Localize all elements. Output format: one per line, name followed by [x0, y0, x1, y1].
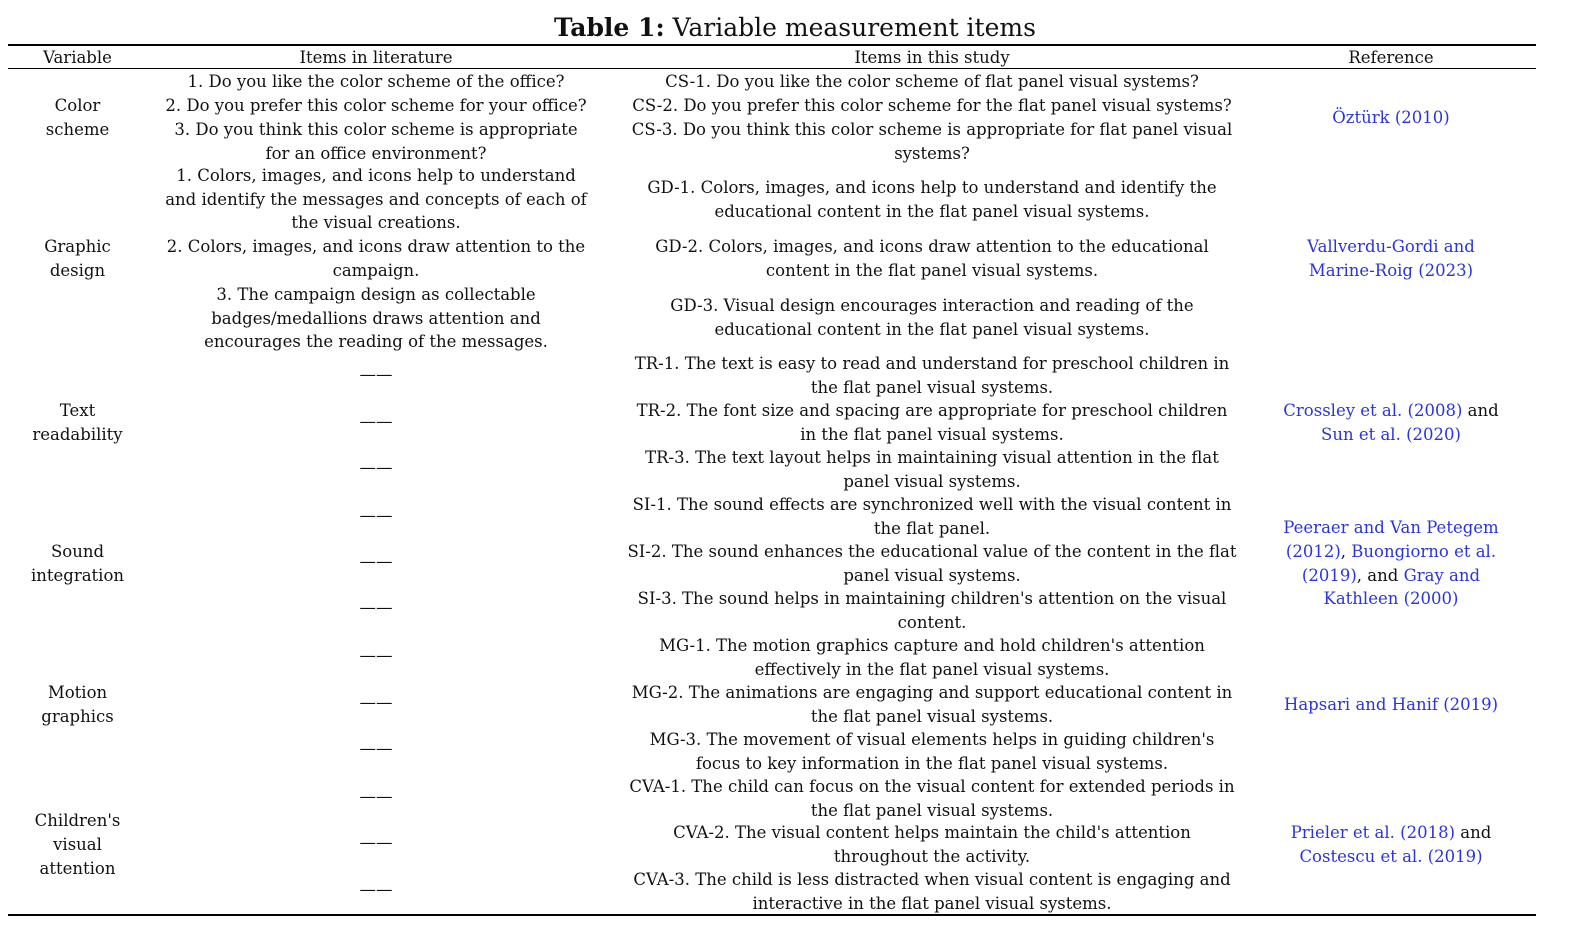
cell-line: 2. Colors, images, and icons draw attention to the: [166, 237, 586, 257]
cell-line: in the flat panel visual systems.: [800, 424, 1064, 444]
literature-items-cell: [160, 165, 592, 353]
reference-cell: [1262, 493, 1520, 634]
study-item-cell: [612, 681, 1252, 728]
cell-line: MG-1. The motion graphics capture and hold children's attention: [659, 635, 1205, 655]
top-rule: [8, 44, 1536, 46]
cell-line: interactive in the flat panel visual systems.: [752, 893, 1112, 913]
citation-link[interactable]: (2012): [1285, 541, 1341, 561]
reference-line: [1286, 540, 1496, 564]
reference-line: [1307, 235, 1475, 259]
cell-line: the flat panel.: [873, 518, 991, 538]
cell-line: 3. The campaign design as collectable: [216, 284, 536, 304]
cell-line: 3. Do you think this color scheme is appropriate: [174, 120, 578, 139]
reference-line: [1299, 845, 1482, 869]
reference-cell: [1262, 634, 1520, 775]
study-item-cell: [612, 821, 1252, 868]
reference-line: [1324, 587, 1459, 611]
caption-label: Table 1:: [554, 13, 665, 42]
empty-literature-dash: ——: [359, 552, 393, 572]
header-variable: Variable: [43, 47, 112, 67]
reference-line: [1284, 693, 1498, 717]
study-item-cell: [612, 493, 1252, 540]
reference-line: [1302, 564, 1480, 588]
cell-line: campaign.: [332, 261, 420, 280]
citation-link[interactable]: (2019): [1301, 565, 1357, 585]
study-item-cell: [612, 728, 1252, 775]
cell-line: TR-1. The text is easy to read and understand for preschool children in: [634, 353, 1230, 373]
study-item-cell: [612, 446, 1252, 493]
reference-line: [1291, 821, 1492, 845]
cell-line: SI-1. The sound effects are synchronized well with the visual content in: [632, 494, 1232, 514]
cell-line: Motion: [47, 682, 108, 702]
citation-link[interactable]: Öztürk (2010): [1332, 108, 1450, 128]
citation-link[interactable]: Peeraer and Van Petegem: [1283, 517, 1499, 537]
reference-cell: [1262, 71, 1520, 165]
study-item-cell: [612, 399, 1252, 446]
cell-line: SI-3. The sound helps in maintaining children's attention on the visual: [637, 588, 1227, 608]
empty-literature-dash: ——: [359, 833, 393, 853]
cell-line: 2. Do you prefer this color scheme for your office?: [165, 96, 587, 116]
empty-literature-dash: ——: [359, 412, 393, 432]
study-item-cell: [612, 294, 1252, 341]
cell-line: 1. Colors, images, and icons help to understand: [176, 165, 576, 185]
empty-literature-dash: ——: [359, 646, 393, 666]
cell-line: 1. Do you like the color scheme of the office?: [187, 72, 565, 92]
reference-cell: [1262, 775, 1520, 915]
cell-line: Graphic: [44, 237, 111, 257]
cell-line: for an office environment?: [265, 143, 487, 163]
cell-line: GD-1. Colors, images, and icons help to understand and identify the: [647, 177, 1217, 197]
cell-line: CVA-2. The visual content helps maintain the child's attention: [673, 822, 1191, 842]
cell-line: SI-2. The sound enhances the educational value of the content in the flat: [627, 541, 1237, 561]
citation-link[interactable]: Marine-Roig (2023): [1308, 261, 1474, 280]
reference-line: [1283, 516, 1498, 540]
cell-line: CVA-3. The child is less distracted when visual content is engaging and: [633, 869, 1231, 889]
reference-line: [1321, 423, 1461, 447]
cell-line: MG-3. The movement of visual elements helps in guiding children's: [649, 729, 1215, 749]
variable-cell: [10, 353, 145, 493]
reference-line: [1309, 259, 1473, 283]
header-rule: [8, 68, 1536, 69]
cell-line: CS-3. Do you think this color scheme is appropriate for flat panel visual: [631, 120, 1233, 139]
cell-line: CS-2. Do you prefer this color scheme for the flat panel visual systems?: [632, 96, 1232, 116]
reference-line: [1332, 106, 1449, 130]
cell-line: attention: [39, 858, 116, 878]
empty-literature-dash: ——: [359, 739, 393, 759]
variable-cell: [10, 493, 145, 634]
variable-cell: [10, 775, 145, 915]
cell-line: badges/medallions draws attention and: [211, 308, 541, 328]
cell-line: MG-2. The animations are engaging and support educational content in: [631, 682, 1233, 702]
variable-cell: [10, 165, 145, 353]
reference-connector-text: and: [1455, 823, 1492, 843]
citation-link[interactable]: Prieler et al. (2018): [1290, 823, 1456, 843]
cell-line: Color: [54, 96, 101, 116]
study-item-cell: [612, 352, 1252, 399]
cell-line: systems?: [894, 143, 970, 163]
cell-line: Children's: [34, 811, 121, 831]
empty-literature-dash: ——: [359, 693, 393, 713]
header-reference: Reference: [1348, 47, 1434, 67]
citation-link[interactable]: Kathleen (2000): [1323, 589, 1459, 609]
cell-line: educational content in the flat panel visual systems.: [714, 319, 1150, 339]
study-item-cell: [612, 587, 1252, 634]
citation-link[interactable]: Hapsari and Hanif (2019): [1283, 694, 1499, 714]
caption-text: Variable measurement items: [672, 13, 1036, 42]
cell-line: content.: [897, 612, 967, 632]
reference-connector-text: and: [1462, 401, 1499, 421]
citation-link[interactable]: Costescu et al. (2019): [1299, 847, 1483, 866]
cell-line: design: [49, 261, 106, 280]
cell-line: Sound: [50, 541, 105, 561]
citation-link[interactable]: Crossley et al. (2008): [1283, 401, 1463, 421]
empty-literature-dash: ——: [359, 365, 393, 385]
cell-line: TR-3. The text layout helps in maintaining visual attention in the flat: [645, 447, 1219, 467]
cell-line: the flat panel visual systems.: [810, 377, 1054, 397]
empty-literature-dash: ——: [359, 458, 393, 478]
reference-cell: [1262, 165, 1520, 353]
variable-cell: [10, 71, 145, 165]
cell-line: integration: [30, 565, 125, 585]
header-items-study: Items in this study: [854, 47, 1010, 67]
study-item-cell: [612, 176, 1252, 223]
header-items-literature: Items in literature: [299, 47, 453, 67]
reference-connector-text: , and: [1356, 565, 1404, 585]
cell-line: and identify the messages and concepts of each of: [165, 189, 587, 209]
cell-line: throughout the activity.: [833, 846, 1031, 866]
cell-line: visual: [53, 835, 102, 855]
cell-line: scheme: [45, 120, 110, 139]
study-item-cell: [612, 868, 1252, 915]
cell-line: the visual creations.: [291, 213, 461, 233]
empty-literature-dash: ——: [359, 787, 393, 807]
cell-line: content in the flat panel visual systems.: [765, 260, 1099, 280]
citation-link[interactable]: Buongiorno et al.: [1351, 541, 1497, 561]
study-item-cell: [612, 235, 1252, 282]
citation-link[interactable]: Vallverdu-Gordi and: [1307, 237, 1475, 257]
cell-line: panel visual systems.: [843, 565, 1021, 585]
cell-line: CVA-1. The child can focus on the visual content for extended periods in: [629, 776, 1235, 796]
empty-literature-dash: ——: [359, 598, 393, 618]
cell-line: graphics: [41, 706, 114, 726]
reference-connector-text: ,: [1340, 541, 1352, 561]
cell-line: panel visual systems.: [843, 471, 1021, 491]
cell-line: GD-3. Visual design encourages interaction and reading of the: [670, 295, 1194, 315]
cell-line: effectively in the flat panel visual systems.: [754, 659, 1110, 679]
cell-line: educational content in the flat panel visual systems.: [714, 201, 1150, 221]
study-item-cell: [612, 634, 1252, 681]
reference-cell: [1262, 353, 1520, 493]
study-item-cell: [612, 775, 1252, 822]
variable-cell: [10, 634, 145, 775]
cell-line: Text: [59, 401, 96, 421]
cell-line: TR-2. The font size and spacing are appropriate for preschool children: [636, 400, 1228, 420]
cell-line: GD-2. Colors, images, and icons draw attention to the educational: [655, 236, 1209, 256]
reference-line: [1283, 399, 1498, 423]
table-caption: [0, 12, 1590, 44]
study-item-cell: [612, 71, 1252, 165]
literature-items-cell: [160, 71, 592, 165]
cell-line: the flat panel visual systems.: [810, 800, 1054, 820]
cell-line: readability: [32, 425, 123, 444]
cell-line: CS-1. Do you like the color scheme of flat panel visual systems?: [665, 72, 1199, 92]
cell-line: focus to key information in the flat panel visual systems.: [695, 753, 1169, 773]
cell-line: the flat panel visual systems.: [810, 706, 1054, 726]
citation-link[interactable]: Gray and: [1403, 565, 1481, 585]
citation-link[interactable]: Sun et al. (2020): [1321, 425, 1461, 444]
empty-literature-dash: ——: [359, 880, 393, 900]
cell-line: encourages the reading of the messages.: [204, 332, 548, 352]
study-item-cell: [612, 540, 1252, 587]
empty-literature-dash: ——: [359, 506, 393, 526]
